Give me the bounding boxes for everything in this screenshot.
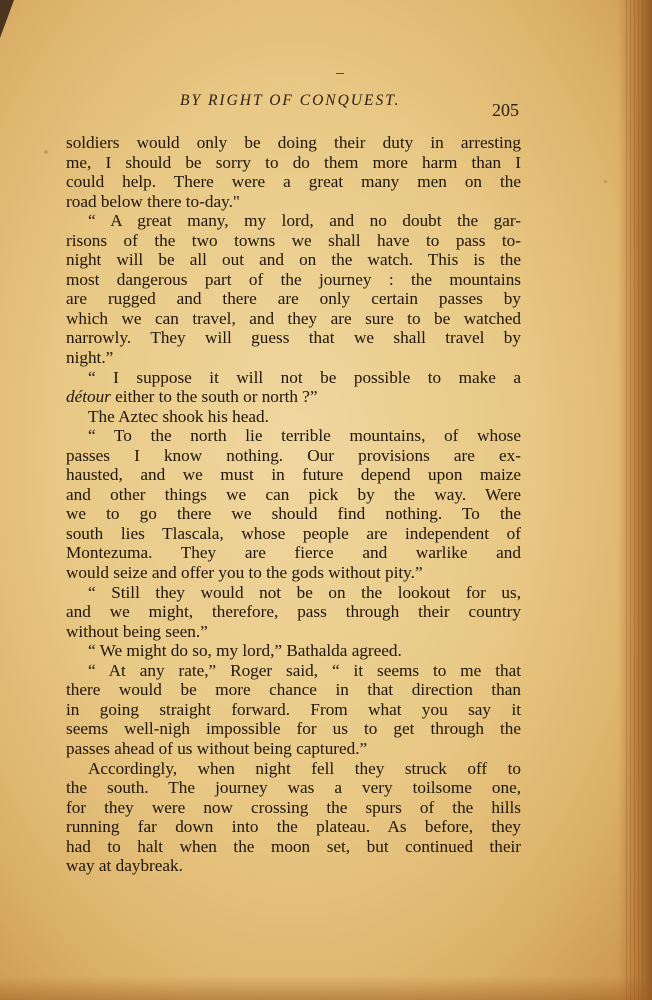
text-line: narrowly. They will guess that we shall travel by	[66, 328, 521, 348]
text-line: “ To the north lie terrible mountains, of whose	[88, 426, 521, 446]
text-line: road below there to-day."	[66, 191, 240, 211]
text-line: without being seen.”	[66, 621, 208, 641]
text-line: “ Still they would not be on the lookout for us,	[88, 582, 521, 602]
text-line: seems well-nigh impossible for us to get through the	[66, 719, 521, 739]
text-line: are rugged and there are only certain passes by	[66, 289, 521, 309]
text-line: could help. There were a great many men on the	[66, 172, 521, 192]
text-line: we to go there we should find nothing. To the	[66, 504, 521, 524]
text-line: “ A great many, my lord, and no doubt the gar-	[88, 211, 521, 231]
text-line: running far down into the plateau. As before, they	[66, 817, 521, 837]
text-line: “ At any rate,” Roger said, “ it seems to me that	[88, 660, 521, 680]
text-line: soldiers would only be doing their duty in arresting	[66, 133, 521, 152]
text-line: for they were now crossing the spurs of the hills	[66, 797, 521, 817]
text-line: Accordingly, when night fell they struck off to	[88, 758, 521, 778]
italic-word: détour	[66, 387, 111, 407]
text-line: passes I know nothing. Our provisions are ex-	[66, 445, 521, 465]
text-line: the south. The journey was a very toilsome one,	[66, 778, 521, 798]
page-number: 205	[492, 100, 519, 120]
text-line-rest: either to the south or north ?”	[115, 387, 318, 407]
page-corner-shadow	[0, 0, 14, 38]
text-line: night will be all out and on the watch. This is the	[66, 250, 521, 270]
text-line: most dangerous part of the journey : the mountains	[66, 269, 521, 289]
foxing-spot	[44, 150, 48, 154]
text-line: which we can travel, and they are sure to be watched	[66, 308, 521, 328]
text-line: had to halt when the moon set, but continued their	[66, 836, 521, 856]
running-head: BY RIGHT OF CONQUEST.	[180, 92, 401, 109]
page-bottom-shadow	[0, 976, 652, 1000]
text-line: and other things we can pick by the way. Were	[66, 484, 521, 504]
text-line: and we might, therefore, pass through their country	[66, 602, 521, 622]
text-line: passes ahead of us without being captured.”	[66, 738, 368, 758]
text-line: “ I suppose it will not be possible to make a	[88, 367, 521, 387]
text-line	[66, 387, 521, 407]
text-line: there would be more chance in that direction than	[66, 680, 521, 700]
text-line: way at daybreak.	[66, 856, 183, 876]
text-line: would seize and offer you to the gods without pity.”	[66, 563, 423, 583]
text-line: me, I should be sorry to do them more harm than I	[66, 152, 521, 172]
page-edge-texture	[626, 0, 646, 1000]
text-line: The Aztec shook his head.	[88, 406, 269, 426]
text-line: south lies Tlascala, whose people are independent of	[66, 523, 521, 543]
text-line: Montezuma. They are fierce and warlike and	[66, 543, 521, 563]
text-line: “ We might do so, my lord,” Bathalda agreed.	[88, 641, 402, 661]
text-line: risons of the two towns we shall have to pass to-	[66, 230, 521, 250]
header-mark	[336, 73, 344, 74]
text-line: night.”	[66, 348, 114, 368]
text-line: hausted, and we must in future depend upon maize	[66, 465, 521, 485]
foxing-spot	[604, 180, 607, 183]
body-text	[66, 133, 521, 876]
text-line: in going straight forward. From what you say it	[66, 699, 521, 719]
